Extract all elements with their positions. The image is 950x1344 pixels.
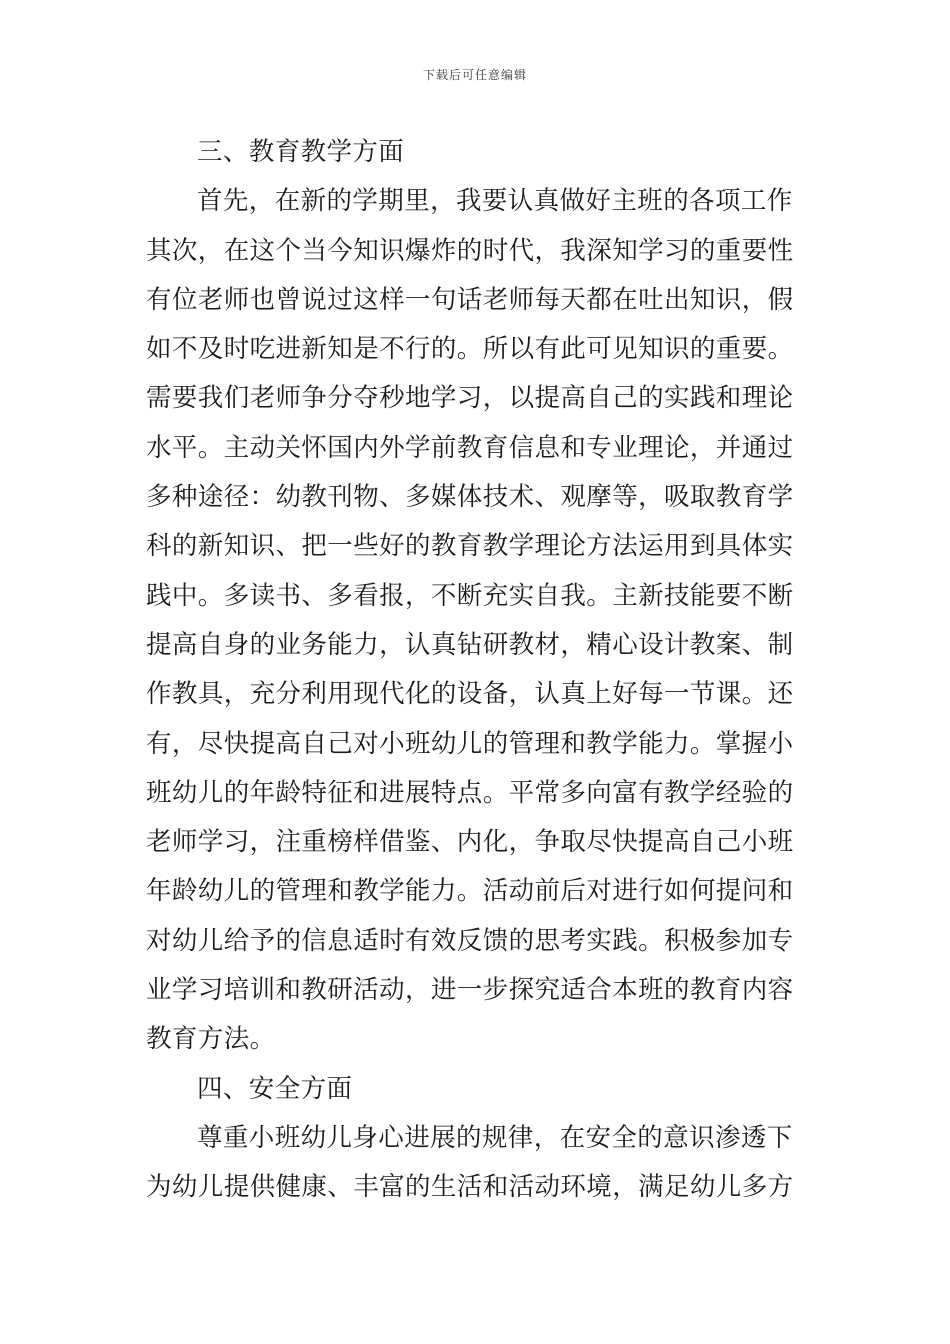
paragraph-line: 如不及时吃进新知是不行的。所以有此可见知识的重要。 [146, 334, 794, 365]
document-body [146, 128, 806, 1213]
paragraph-line: 对幼儿给予的信息适时有效反馈的思考实践。积极参加专 [146, 925, 794, 956]
section-heading: 三、教育教学方面 [197, 137, 405, 167]
paragraph-line: 有位老师也曾说过这样一句话老师每天都在吐出知识，假 [146, 284, 794, 315]
paragraph-line: 业学习培训和教研活动，进一步探究适合本班的教育内容 [146, 975, 794, 1006]
paragraph-line: 为幼儿提供健康、丰富的生活和活动环境，满足幼儿多方 [146, 1172, 794, 1203]
paragraph-line: 践中。多读书、多看报，不断充实自我。主新技能要不断 [146, 580, 794, 611]
paragraph-line: 有，尽快提高自己对小班幼儿的管理和教学能力。掌握小 [146, 728, 794, 759]
paragraph-line: 水平。主动关怀国内外学前教育信息和专业理论，并通过 [146, 432, 794, 463]
paragraph-line: 尊重小班幼儿身心进展的规律，在安全的意识渗透下 [197, 1122, 793, 1153]
paragraph-line: 其次，在这个当今知识爆炸的时代，我深知学习的重要性 [146, 235, 794, 266]
paragraph-line: 老师学习，注重榜样借鉴、内化，争取尽快提高自己小班 [146, 827, 794, 858]
section-heading: 四、安全方面 [197, 1073, 353, 1104]
paragraph-line: 教育方法。 [146, 1024, 276, 1055]
paragraph-line: 提高自身的业务能力，认真钻研教材，精心设计教案、制 [146, 629, 794, 660]
paragraph-line: 需要我们老师争分夺秒地学习，以提高自己的实践和理论 [146, 383, 794, 414]
paragraph-line: 科的新知识、把一些好的教育教学理论方法运用到具体实 [146, 531, 794, 562]
paragraph-line: 首先，在新的学期里，我要认真做好主班的各项工作 [197, 186, 793, 217]
page-header: 下载后可任意编辑 [422, 68, 527, 82]
paragraph-line: 年龄幼儿的管理和教学能力。活动前后对进行如何提问和 [146, 876, 794, 907]
paragraph-line: 多种途径：幼教刊物、多媒体技术、观摩等，吸取教育学 [146, 482, 794, 513]
paragraph-line: 班幼儿的年龄特征和进展特点。平常多向富有教学经验的 [146, 777, 794, 808]
paragraph-line: 作教具，充分利用现代化的设备，认真上好每一节课。还 [146, 679, 794, 710]
